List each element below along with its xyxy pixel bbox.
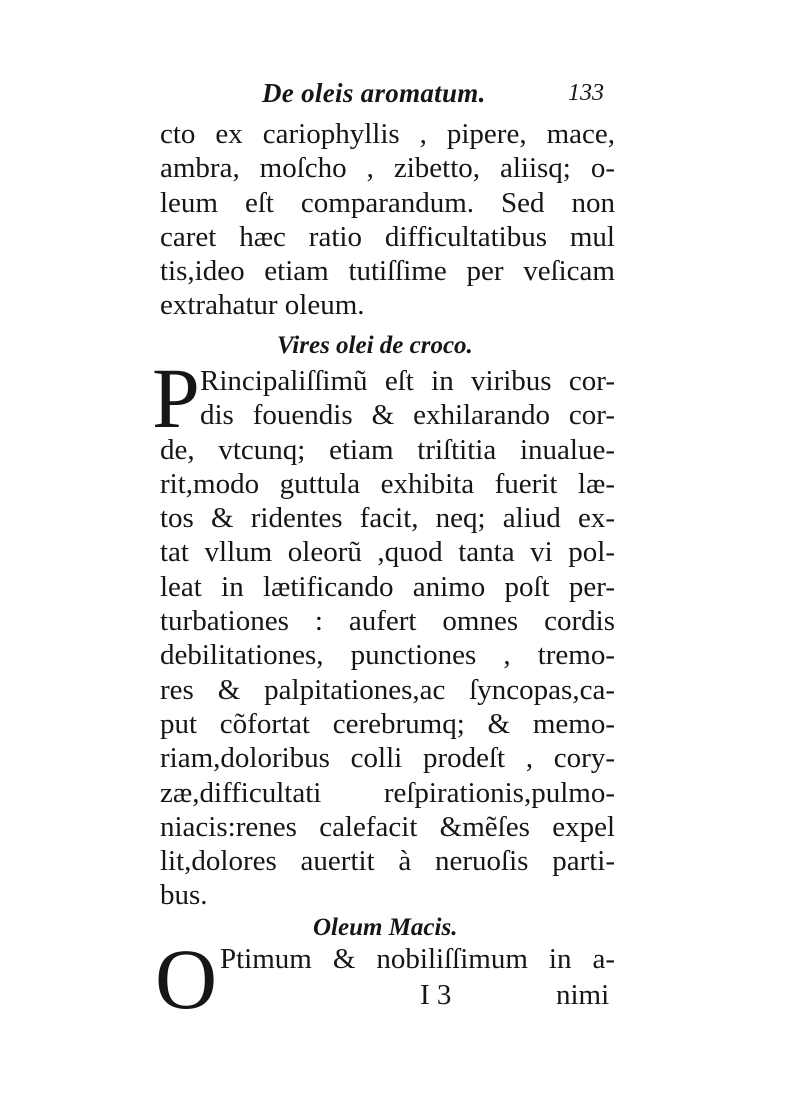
text-line: de, vtcunq; etiam triſtitia inualue-	[160, 433, 615, 466]
text-line: dis fouendis & exhilarando cor-	[200, 399, 615, 432]
text-line: put cõfortat cerebrumq; & memo-	[160, 707, 615, 740]
drop-cap-p: P	[152, 350, 200, 446]
text-line: Rincipaliſſimũ eſt in viribus cor-	[200, 365, 615, 397]
running-title: De oleis aromatum.	[262, 78, 486, 108]
text-line: turbationes : aufert omnes cordis	[160, 605, 615, 638]
page-number: 133	[568, 80, 604, 106]
text-line: lit,dolores auertit à neruoſis parti-	[160, 845, 615, 878]
text-line: ambra, moſcho , zibetto, aliisq; o-	[160, 152, 615, 185]
text-line: res & palpitationes,ac ſyncopas,ca-	[160, 673, 615, 706]
text-line: caret hæc ratio difficultatibus mul	[160, 220, 615, 253]
paragraph-vires-croco	[160, 364, 615, 913]
text-line: leum eſt comparandum. Sed non	[160, 186, 615, 219]
section-heading-croco: Vires olei de croco.	[277, 332, 473, 359]
text-line: Ptimum & nobiliſſimum in a-	[220, 943, 615, 975]
text-line: bus.	[160, 879, 208, 912]
text-line: extrahatur oleum.	[160, 289, 365, 322]
text-line: riam,doloribus colli prodeſt , cory-	[160, 742, 615, 775]
text-line: niacis:renes calefacit &mẽſes expel	[160, 810, 615, 843]
text-line: rit,modo guttula exhibita fuerit læ-	[160, 467, 615, 500]
signature-mark: I 3	[420, 979, 452, 1011]
text-line: cto ex cariophyllis , pipere, mace,	[160, 118, 615, 150]
drop-cap-o: O	[155, 931, 218, 1027]
paragraph-oleum-macis	[160, 942, 615, 976]
text-line: debilitationes, punctiones , tremo-	[160, 639, 615, 672]
text-line: tos & ridentes facit, neq; aliud ex-	[160, 502, 615, 535]
text-line: zæ,difficultati reſpirationis,pulmo-	[160, 776, 615, 809]
text-line: tis,ideo etiam tutiſſime per veſicam	[160, 255, 615, 288]
section-heading-macis: Oleum Macis.	[313, 914, 458, 941]
catchword: nimi	[556, 979, 610, 1011]
text-line: leat in lætificando animo poſt per-	[160, 570, 615, 603]
text-line: tat vllum oleorũ ,quod tanta vi pol-	[160, 536, 615, 569]
paragraph-continuation	[160, 117, 615, 323]
